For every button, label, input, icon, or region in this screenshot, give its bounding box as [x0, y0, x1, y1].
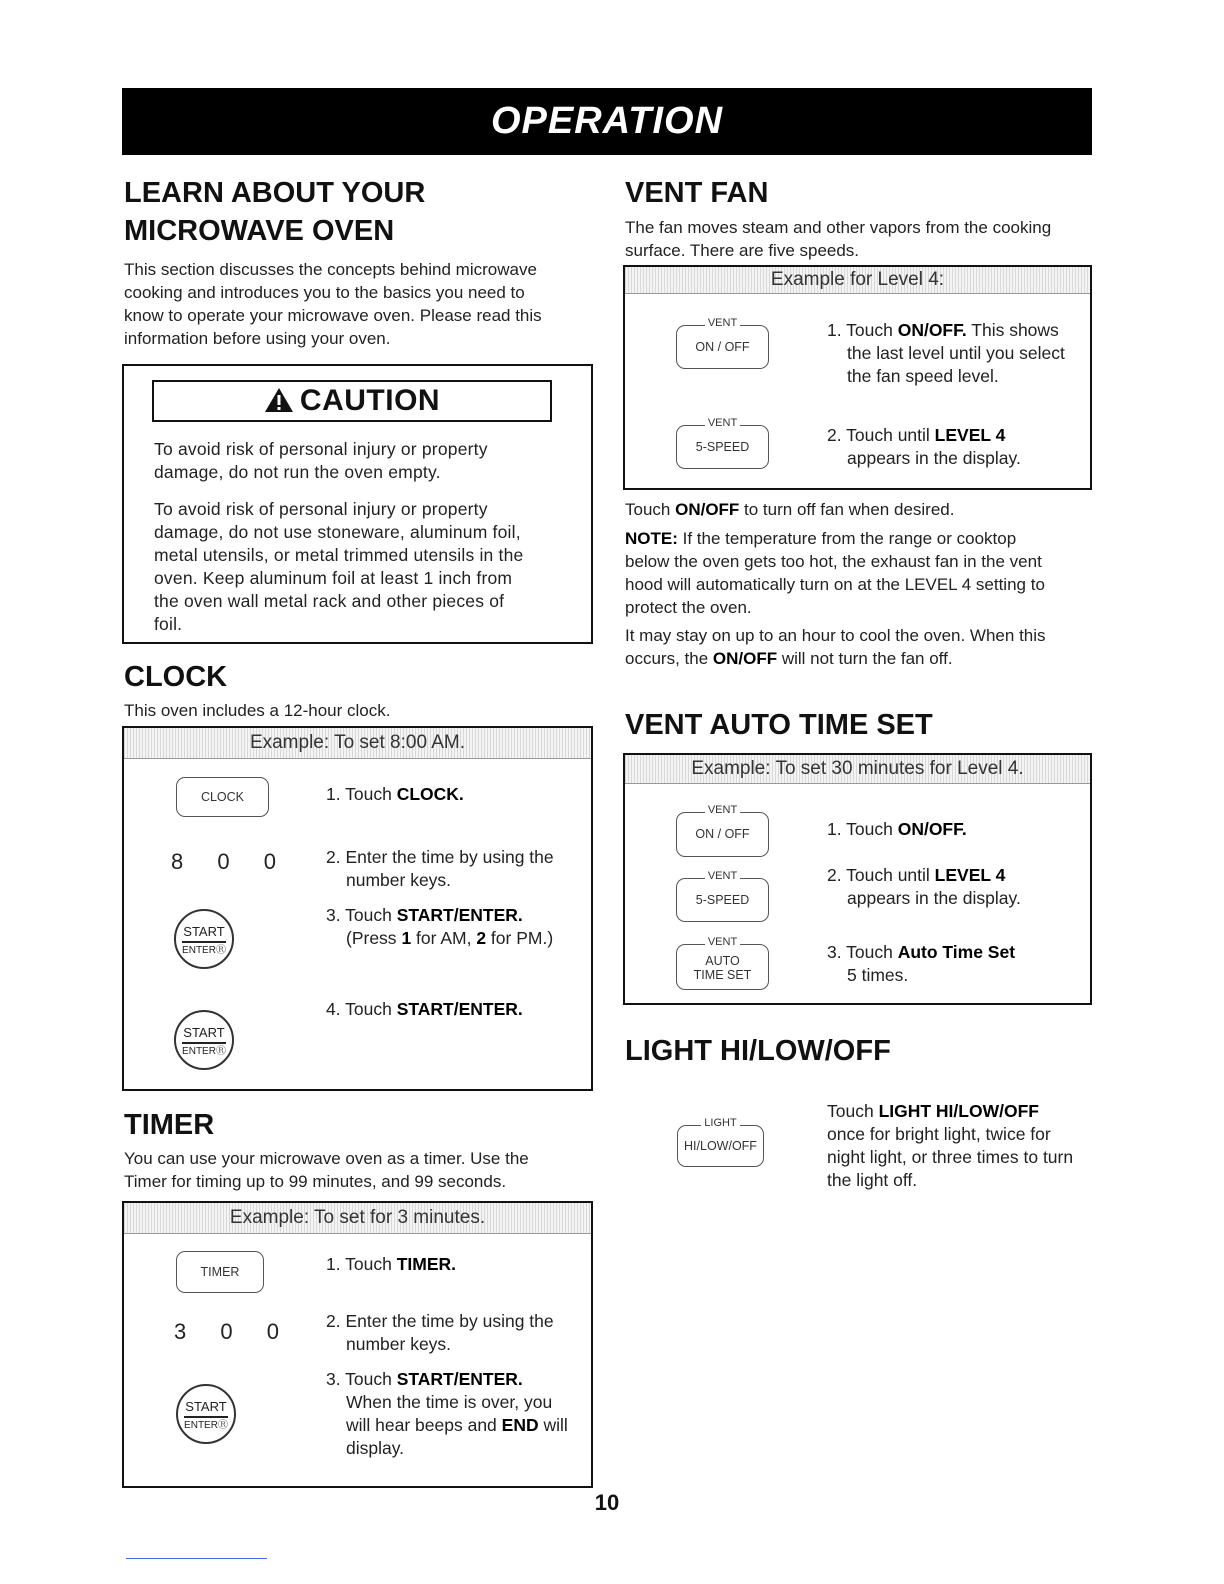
learn-heading-line1: LEARN ABOUT YOUR — [124, 177, 426, 209]
timer-example-box — [122, 1201, 593, 1488]
vent-fan-intro-line: The fan moves steam and other vapors from the cooking — [625, 218, 1052, 237]
caution-header — [152, 380, 552, 422]
key-top-label: VENT — [705, 804, 740, 816]
key-top-label: VENT — [705, 870, 740, 882]
light-instructions: Touch LIGHT HI/LOW/OFF once for bright light, twice for night light, or three times to turn the light off. — [827, 1101, 1074, 1190]
vent-fan-intro-line: surface. There are five speeds. — [625, 241, 860, 260]
vent-auto-time-set-key[interactable] — [676, 936, 769, 990]
clock-step-3: 3. Touch START/ENTER. (Press 1 for AM, 2 for PM.) — [326, 905, 554, 948]
vent-on-off-key[interactable] — [676, 317, 769, 369]
timer-key[interactable] — [176, 1251, 264, 1293]
vent-fan-note: NOTE: If the temperature from the range or cooktop below the oven gets too hot, the exhaust fan in the vent hood will automatically turn on at the LEVEL 4 setting to protect the oven. — [625, 527, 1095, 619]
start-enter-button[interactable] — [176, 1384, 236, 1444]
step-bold: START/ENTER. — [396, 905, 523, 925]
key-label: ON / OFF — [695, 340, 750, 354]
step-text: appears in the display. — [847, 448, 1021, 468]
start-label: START — [185, 1399, 227, 1414]
step-text: display. — [346, 1438, 405, 1458]
note-line: protect the oven. — [625, 598, 752, 617]
vent-auto-example-title: Example: To set 30 minutes for Level 4. — [625, 755, 1090, 784]
step-text: 5 times. — [847, 965, 909, 985]
step-text: the fan speed level. — [847, 366, 999, 386]
note-line: below the oven gets too hot, the exhaust fan in the vent — [625, 552, 1042, 571]
section-banner — [122, 88, 1092, 155]
vent-fan-example-title: Example for Level 4: — [625, 267, 1090, 294]
stay-line: It may stay on up to an hour to cool the oven. When this — [625, 626, 1046, 645]
vent-auto-heading: VENT AUTO TIME SET — [625, 709, 933, 741]
clock-example-title: Example: To set 8:00 AM. — [124, 728, 591, 759]
start-enter-button[interactable] — [174, 909, 234, 969]
vent-fan-example-box — [623, 265, 1092, 490]
key-label: 5-SPEED — [695, 440, 750, 454]
vent-fan-step-2: 2. Touch until LEVEL 4 appears in the display. — [827, 425, 1021, 468]
clock-step-1 — [326, 783, 464, 806]
light-line: the light off. — [827, 1170, 918, 1190]
vent-fan-stay: It may stay on up to an hour to cool the oven. When this occurs, the ON/OFF will not turn the fan off. — [625, 624, 1095, 670]
learn-intro-line: know to operate your microwave oven. Please read this — [124, 306, 542, 325]
learn-intro-line: information before using your oven. — [124, 329, 391, 348]
caution-line: damage, do not run the oven empty. — [154, 462, 441, 482]
caution-line: damage, do not use stoneware, aluminum foil, — [154, 522, 521, 542]
light-line: once for bright light, twice for — [827, 1124, 1051, 1144]
key-top-label: VENT — [705, 317, 740, 329]
clock-digits: 8 0 0 — [171, 849, 290, 874]
step-bold: START/ENTER. — [396, 999, 523, 1019]
step-text: 3. Touch — [326, 1369, 397, 1389]
timer-intro — [124, 1147, 529, 1193]
light-heading: LIGHT HI/LOW/OFF — [625, 1035, 891, 1067]
banner-title: OPERATION — [490, 100, 724, 142]
clock-step-4 — [326, 998, 523, 1021]
key-label: TIME SET — [693, 968, 752, 982]
timer-step-1 — [326, 1253, 456, 1276]
step-text: 4. Touch — [326, 999, 397, 1019]
vent-auto-step-1: 1. Touch ON/OFF. — [827, 819, 967, 839]
vent-fan-notes — [625, 498, 1095, 670]
clock-step-2 — [326, 846, 554, 892]
caution-line: foil. — [154, 614, 183, 634]
step-text: the last level until you select — [847, 343, 1065, 363]
step-text: number keys. — [346, 870, 452, 890]
vent-fan-step-1: 1. Touch ON/OFF. This shows the last level until you select the fan speed level. — [827, 320, 1065, 386]
clock-heading: CLOCK — [124, 661, 228, 693]
key-top-label: VENT — [705, 417, 740, 429]
key-label: AUTO — [705, 954, 740, 968]
vent-auto-step-2: 2. Touch until LEVEL 4 appears in the display. — [827, 865, 1021, 908]
learn-intro-line: cooking and introduces you to the basics you need to — [124, 283, 525, 302]
clock-intro: This oven includes a 12-hour clock. — [124, 701, 391, 720]
enter-label: ENTERⓇ — [182, 945, 226, 956]
key-label: ON / OFF — [695, 827, 750, 841]
learn-section — [124, 176, 594, 350]
footer-rule — [126, 1558, 267, 1559]
vent-5-speed-key[interactable] — [676, 870, 769, 922]
vent-fan-off-text: Touch ON/OFF to turn off fan when desired. — [625, 500, 955, 519]
warning-triangle-icon — [264, 387, 294, 418]
step-bold: TIMER. — [396, 1254, 457, 1274]
caution-line: To avoid risk of personal injury or property — [154, 499, 488, 519]
page-number: 10 — [594, 1490, 620, 1515]
learn-intro-line: This section discusses the concepts behind microwave — [124, 260, 537, 279]
caution-box — [122, 364, 593, 644]
timer-intro-line: You can use your microwave oven as a timer. Use the — [124, 1149, 529, 1168]
vent-on-off-key[interactable] — [676, 804, 769, 857]
step-text: 2. Enter the time by using the — [326, 1311, 554, 1331]
timer-step-3: 3. Touch START/ENTER. When the time is over, you will hear beeps and END will display. — [326, 1369, 568, 1458]
start-enter-button[interactable] — [174, 1010, 234, 1070]
step-text: When the time is over, you — [346, 1392, 553, 1412]
step-text: 1. Touch — [326, 784, 397, 804]
key-top-label: VENT — [705, 936, 740, 948]
key-label: 5-SPEED — [695, 893, 750, 907]
vent-auto-example-box — [623, 753, 1092, 1005]
key-label: HI/LOW/OFF — [684, 1139, 757, 1153]
vent-5-speed-key[interactable] — [676, 417, 769, 469]
caution-para1 — [154, 438, 488, 484]
timer-step-2 — [326, 1310, 554, 1356]
caution-title: CAUTION — [299, 384, 441, 417]
note-line: hood will automatically turn on at the LEVEL 4 setting to — [625, 575, 1045, 594]
caution-line: metal utensils, or metal trimmed utensils in the — [154, 545, 524, 565]
vent-fan-heading: VENT FAN — [625, 177, 769, 209]
step-text: 2. Enter the time by using the — [326, 847, 554, 867]
caution-line: To avoid risk of personal injury or property — [154, 439, 488, 459]
vent-fan-intro — [625, 216, 1051, 262]
clock-key[interactable] — [176, 777, 269, 817]
vent-auto-step-3: 3. Touch Auto Time Set 5 times. — [827, 942, 1016, 985]
timer-digits: 3 0 0 — [174, 1319, 293, 1344]
enter-label: ENTERⓇ — [184, 1420, 228, 1431]
step-text: 1. Touch — [326, 1254, 397, 1274]
light-line: night light, or three times to turn — [827, 1147, 1074, 1167]
enter-label: ENTERⓇ — [182, 1046, 226, 1057]
learn-intro — [124, 258, 594, 350]
key-top-label: LIGHT — [701, 1117, 739, 1129]
clock-key-label: CLOCK — [200, 790, 245, 804]
step-bold: START/ENTER. — [396, 1369, 523, 1389]
caution-line: oven. Keep aluminum foil at least 1 inch from — [154, 568, 513, 588]
timer-example-title: Example: To set for 3 minutes. — [124, 1203, 591, 1234]
step-bold: CLOCK. — [396, 784, 464, 804]
light-hi-low-off-key[interactable] — [677, 1117, 764, 1167]
timer-key-label: TIMER — [200, 1265, 240, 1279]
timer-intro-line: Timer for timing up to 99 minutes, and 99 seconds. — [124, 1172, 507, 1191]
step-text: number keys. — [346, 1334, 452, 1354]
start-label: START — [183, 924, 225, 939]
step-text: 3. Touch — [326, 905, 397, 925]
step-text: appears in the display. — [847, 888, 1021, 908]
caution-line: the oven wall metal rack and other pieces of — [154, 591, 505, 611]
caution-para2 — [154, 498, 523, 636]
timer-heading: TIMER — [124, 1109, 215, 1141]
start-label: START — [183, 1025, 225, 1040]
clock-example-box — [122, 726, 593, 1091]
learn-heading-line2: MICROWAVE OVEN — [124, 215, 395, 247]
